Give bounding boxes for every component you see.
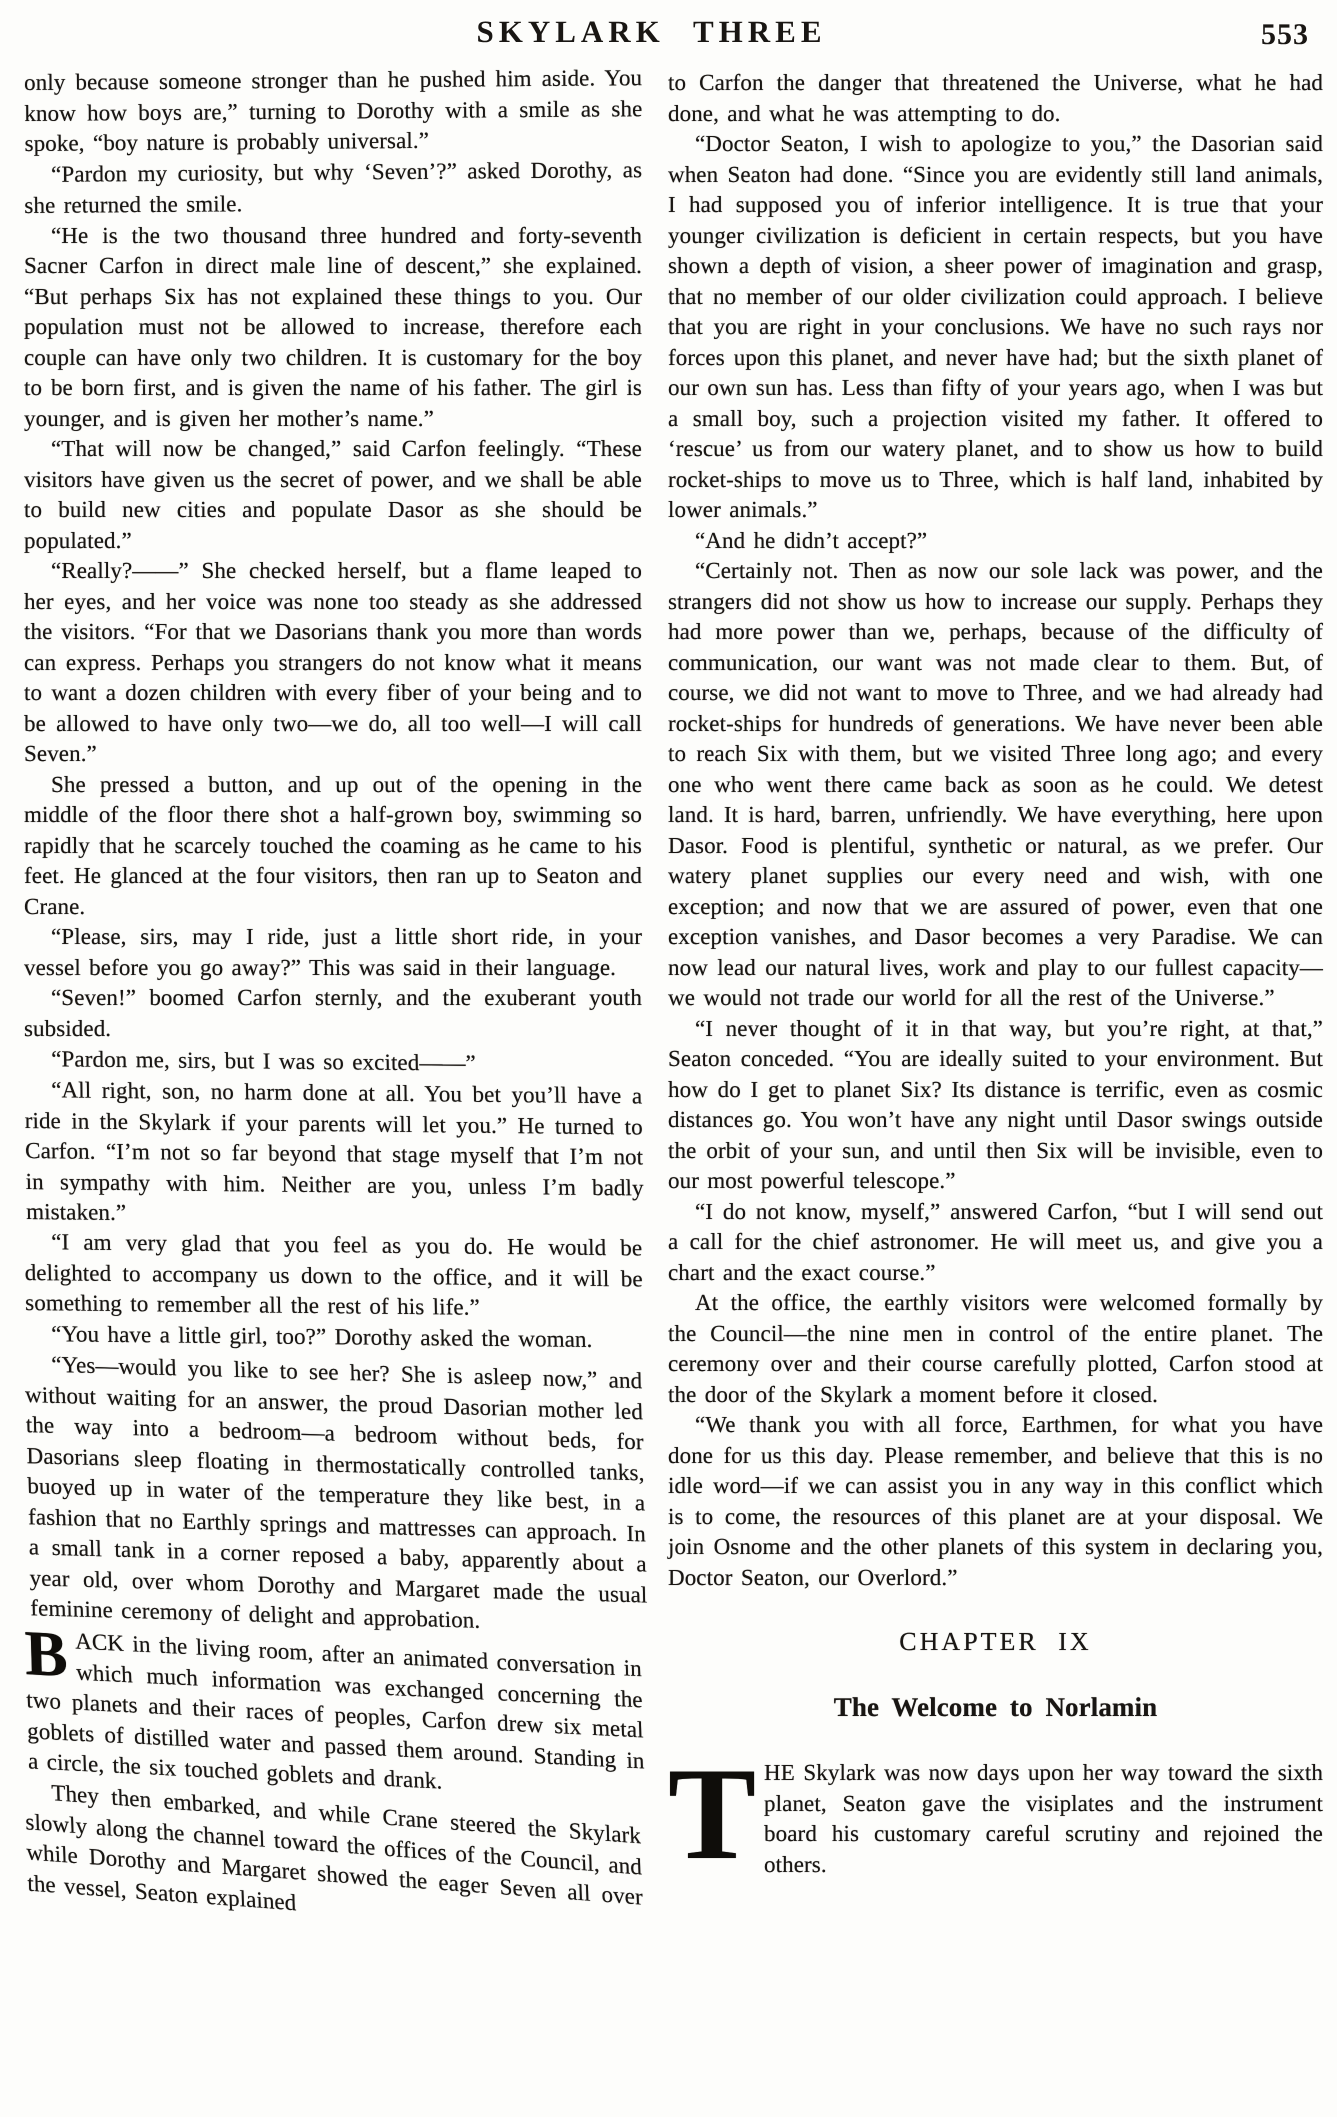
page-number: 553 — [1261, 18, 1309, 51]
left-column — [23, 65, 648, 1915]
paragraph: “I never thought of it in that way, but you’re right, at that,” Seaton conceded. “You are ideally suited to your environment. But how do I get to planet Six? Its distance is terrific, even as cosmic distances go. You won’t have any night until Dasor swings outside the orbit of your sun, and until then Six will be invisible, even to our most powerful telescope.” — [668, 1015, 1323, 1193]
chapter-title: The Welcome to Norlamin — [833, 1691, 1158, 1722]
paragraph-with-dropcap — [668, 1740, 1323, 1887]
paragraph: “We thank you with all force, Earthmen, for what you have done for us this day. Please remember, and believe that this is no idle word—if we can assist you in any way in this conflict which is to come, the resources of this planet are at your disposal. We join Osnome and the other planets of this system in declaring you, Doctor Seaton, our Overlord.” — [668, 1412, 1323, 1590]
paragraph-continuation: to Carfon the danger that threatened the Universe, what he had done, and what he was attempting to do. — [668, 70, 1323, 126]
chapter-heading: CHAPTER IX — [899, 1627, 1092, 1656]
paragraph: At the office, the earthly visitors were welcomed formally by the Council—the nine men in control of the entire planet. The ceremony over and their course carefully plotted, Carfon stood at the door of the Skylark a moment before it closed. — [668, 1290, 1323, 1407]
running-title: SKYLARK THREE — [476, 14, 827, 49]
paragraph-with-dropcap — [23, 1616, 646, 1807]
paragraph: She pressed a button, and up out of the opening in the middle of the floor there shot a half-grown boy, swimming so rapidly that he scarcely touched the coaming as he came to his feet. He glanced at the four visitors, then ran up to Seaton and Crane. — [24, 771, 642, 919]
paragraph: “He is the two thousand three hundred and forty-seventh Sacner Carfon in direct male line of descent,” she explained. “But perhaps Six has not explained these things to you. Our population must not be allowed to increase, therefore each couple can have only two children. It is customary for the boy to be born first, and is given the name of his father. The girl is younger, and is given her mother’s name.” — [24, 222, 642, 431]
paragraph: “Pardon me, sirs, but I was so excited——” — [51, 1046, 477, 1076]
paragraph-continuation: only because someone stronger than he pushed him aside. You know how boys are,” turning to Dorothy with a smile as she spoke, “boy nature is probably universal.” — [24, 65, 643, 156]
paragraph: “Doctor Seaton, I wish to apologize to you,” the Dasorian said when Seaton had done. “Since you are evidently still land animals, I had supposed you of inferior intelligence. It is true that your younger civilization is deficient in certain respects, but you have shown a depth of vision, a sheer power of imagination and grasp, that no member of our older civilization could approach. I believe that you are right in your conclusions. We have no such rays nor forces upon this planet, and never have had; but the sixth planet of our own sun has. Less than fifty of your years ago, when I was but a small boy, such a projection visited my father. It offered to ‘rescue’ us from our watery planet, and to show us how to build rocket-ships to move us to Three, which is half land, inhabited by lower animals.” — [668, 131, 1323, 522]
dropcap-letter-b: B — [23, 1616, 69, 1690]
paragraph: “Certainly not. Then as now our sole lack was power, and the strangers did not show us how to increase our supply. Perhaps they had more power than we, perhaps, because of the difficulty of communication, our want was not made clear to them. But, of course, we did not want to move to Three, and we had already had rocket-ships for hundreds of generations. We have never been able to reach Six with them, but we visited Three long ago; and every one who went there came back as soon as he could. We detest land. It is hard, barren, unfriendly. We have everything, here upon Dasor. Food is plentiful, synthetic or natural, as we prefer. Our watery planet supplies our every need and wish, with one exception; and now that we are assured of power, even that one exception vanishes, and Dasor becomes a very Paradise. We can now lead our natural lives, work and play to our fullest capacity—we would not trade our world for all the rest of the Universe.” — [668, 558, 1323, 1010]
paragraph-text: HE Skylark was now days upon her way toward the sixth planet, Seaton gave the visiplates and the instrument board his customary careful scrutiny and rejoined the others. — [764, 1760, 1323, 1877]
paragraph: “Seven!” boomed Carfon sternly, and the exuberant youth subsided. — [24, 985, 642, 1041]
text-columns — [23, 65, 1323, 1915]
paragraph: “You have a little girl, too?” Dorothy asked the woman. — [51, 1320, 593, 1352]
paragraph: “Pardon my curiosity, but why ‘Seven’?” asked Dorothy, as she returned the smile. — [24, 156, 643, 217]
paragraph: “I am very glad that you feel as you do. He would be delighted to accompany us down to the office, and it will be something to remember all the rest of his life.” — [24, 1229, 643, 1320]
paragraph-text: ACK in the living room, after an animated conversation in which much information was exchanged concerning the two planets and their races of peoples, Carfon drew six metal goblets of distilled water and passed them around. Standing in a circle, the six touched goblets and drank. — [25, 1627, 645, 1794]
paragraph: They then embarked, and while Crane steered the Skylark slowly along the channel toward the offices of the Council, and while Dorothy and Margaret showed the eager Seven all over the vessel, Seaton explained — [25, 1779, 644, 1915]
paragraph: “Please, sirs, may I ride, just a little short ride, in your vessel before you go away?” This was said in their language. — [24, 924, 642, 980]
paragraph: “Really?——” She checked herself, but a flame leaped to her eyes, and her voice was none too steady as she addressed the visitors. “For that we Dasorians thank you more than words can express. Perhaps you strangers do not know what it means to want a dozen children with every fiber of your being and to be allowed to have only two—we do, all too well—I will call Seven.” — [24, 558, 642, 766]
dropcap-letter-t: T — [668, 1740, 755, 1887]
right-column — [668, 68, 1323, 1887]
paragraph: “Yes—would you like to see her? She is asleep now,” and without waiting for an answer, the proud Dasorian mother led the way into a bedroom—a bedroom without beds, for Dasorians sleep floating in thermostatically controlled tanks, buoyed up in water of the temperature they like best, in a fashion that no Earthly springs and mattresses can approach. In a small tank in a corner reposed a baby, apparently about a year old, over whom Dorothy and Margaret made the usual feminine ceremony of delight and approbation. — [24, 1351, 648, 1633]
paragraph: “I do not know, myself,” answered Carfon, “but I will send out a call for the chief astronomer. He will meet us, and give you a chart and the exact course.” — [668, 1198, 1323, 1285]
page-header — [24, 10, 1323, 68]
paragraph: “And he didn’t accept?” — [695, 527, 928, 553]
paragraph: “All right, son, no harm done at all. You bet you’ll have a ride in the Skylark if your parents will let you.” He turned to Carfon. “I’m not so far beyond that stage myself that I’m not in sympathy with him. Neither are you, unless I’m badly mistaken.” — [24, 1076, 644, 1225]
paragraph: “That will now be changed,” said Carfon feelingly. “These visitors have given us the secret of power, and we shall be able to build new cities and populate Dasor as she should be populated.” — [24, 436, 642, 553]
